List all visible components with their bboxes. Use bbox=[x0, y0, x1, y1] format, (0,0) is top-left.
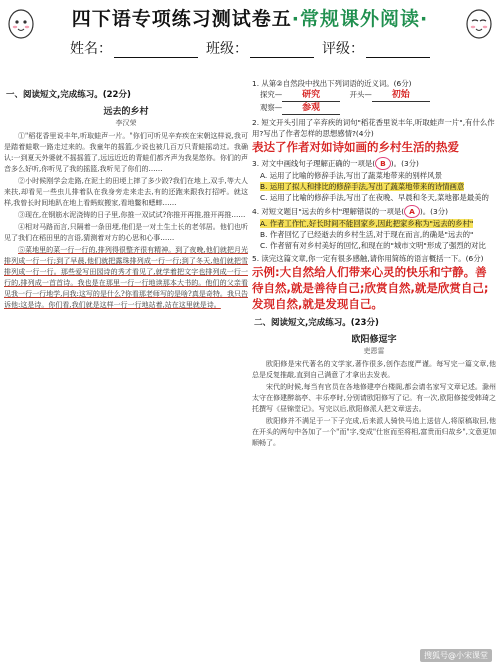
question-1-text: 1. 从第②自然段中找出下列词语的近义词。(6分) bbox=[252, 79, 412, 88]
q1-answer-field[interactable]: 参观 bbox=[282, 103, 340, 115]
question-2 bbox=[252, 117, 496, 155]
name-field[interactable] bbox=[114, 44, 198, 58]
q4-option-b[interactable]: B. 作者回忆了已经逝去的乡村生活,对于现在而言,的确是"远去的" bbox=[260, 230, 474, 239]
question-3-answer[interactable]: B bbox=[375, 157, 391, 170]
essay-paragraph-underlined: ⑤菜地里的菜一行一行的,排列得很整齐很有精神。到了夜晚,他们就把月光排列成一行一行;到了早晨,他们就把露珠排列成一行一行;到了冬天,他们就把雪排列成一行一行。那些爱写田园诗的秀才看见了,就学着把文字也排列成一行一行的,排列成一首首诗。我也是在那里一行一行地读那本大书的。他们的父亲看见我一行一行地学,问我:这写的是什么?你看那老师写的是啥?真是奇特。我只告诉他:这是诗。你们看,我们就是这样一行一行地站着,站在这里就是诗。 bbox=[4, 246, 248, 309]
essay-paragraph: ④相对马路而言,只隔着一条田埂,他们是一对土生土长的老邻居。他们也听见了我们在稻田里的言语,猜测着对方的心思和心事…… bbox=[4, 223, 248, 242]
essay-paragraph: ①"稻花香里说丰年,听取蛙声一片。"你们可听见辛弃疾在宋朝这样说,我可是踏着蛙歌一路走过来的。我童年的摇篮,少说也被几百万只青蛙摇动过。我确认:一到夏天外婆就不摇摇篮了,远远近近的青蛙们都齐声为我晃悠你。你们的声音多么好听,你听见了我的摇篮,我听见了你们的…… bbox=[4, 132, 248, 173]
page-header bbox=[0, 0, 500, 66]
question-3-text: 3. 对文中画线句子理解正确的一项是( B )。(3分) bbox=[252, 159, 419, 168]
right-column bbox=[252, 70, 496, 666]
q3-option-a[interactable]: A. 运用了比喻的修辞手法,写出了蔬菜地带来的别样风景 bbox=[260, 171, 442, 180]
essay-author: 李汉荣 bbox=[115, 119, 137, 127]
q1-answer-field[interactable]: 初始 bbox=[372, 90, 430, 102]
q1-word: 开头— bbox=[349, 90, 372, 99]
score-field[interactable] bbox=[366, 44, 430, 58]
q4-option-a[interactable]: A. 作者工作忙,好长时间不能回家乡,因此把家乡称为"远去的乡村" bbox=[260, 219, 474, 228]
question-4-text: 4. 对短文题目"远去的乡村"理解错误的一项是( A )。(3分) bbox=[252, 207, 448, 216]
left-column bbox=[4, 70, 248, 666]
essay-2-author: 吏恩雷 bbox=[363, 347, 385, 355]
essay-paragraph: ②小时候刚学会走路,在泥土的田埂上摔了多少跤?我们在地上,双手,等大人来扶,却看见一些虫儿排着队在我身旁走来走去,有的还跑来跟我打招呼。就这样,我曾长时间地趴在地上看蚂蚁搬家,看地鳖和蟋蟀…… bbox=[4, 177, 248, 207]
student-info-row bbox=[70, 38, 450, 58]
score-label: 评级： bbox=[322, 41, 364, 57]
watermark: 搜狐号@小宋课堂 bbox=[420, 649, 492, 662]
essay-2-title: 欧阳修逗字 bbox=[351, 335, 397, 345]
section-2-title: 二、阅读短文,完成练习。(23分) bbox=[254, 318, 379, 328]
q1-word: 探究— bbox=[260, 90, 283, 99]
question-3 bbox=[252, 157, 496, 203]
essay-paragraph: ③现在,在钢筋水泥浇铸的日子里,你推一双试试?你推开再推,推开再推…… bbox=[18, 211, 246, 219]
name-label: 姓名： bbox=[70, 41, 112, 57]
q4-option-c[interactable]: C. 作者留有对乡村美好的回忆,和现在的"城市文明"形成了强烈的对比 bbox=[260, 241, 486, 250]
essay-2-paragraph: 欧阳修是宋代著名的文学家,著作很多,创作态度严谨。每写完一篇文章,他总是反复推敲,直到自己满意了才拿出去发表。 bbox=[252, 360, 496, 379]
class-field[interactable] bbox=[250, 44, 314, 58]
question-1 bbox=[252, 78, 496, 115]
cartoon-face-icon bbox=[466, 6, 492, 40]
q1-answer-field[interactable]: 研究 bbox=[282, 90, 340, 102]
essay-title: 远去的乡村 bbox=[103, 107, 149, 117]
question-5-answer[interactable]: 示例:大自然给人们带来心灵的快乐和宁静。善待自然,就是善待自己;欣赏自然,就是欣赏自己;发现自然,就是发现自己。 bbox=[252, 265, 489, 311]
cartoon-face-icon bbox=[8, 6, 34, 40]
essay-2-paragraph: 宋代的时候,每当有官员在各地修建亭台楼阁,都会请名家写文章记述。滁州太守在修建醉翁亭、丰乐亭时,分别请欧阳修写了记。有一次,欧阳修接受韩琦之托撰写《昼锦堂记》。写完以后,欧阳修派人把文章送去。 bbox=[252, 383, 496, 413]
question-1-answers bbox=[252, 89, 496, 102]
question-2-answer[interactable]: 表达了作者对如诗如画的乡村生活的热爱 bbox=[252, 140, 459, 154]
section-1-title: 一、阅读短文,完成练习。(22分) bbox=[6, 90, 131, 100]
question-5-text: 5. 读完这篇文章,你一定有很多感触,请你用简练的语言概括一下。(6分) bbox=[252, 254, 484, 263]
page-title: 四下语专项练习测试卷五·常规课外阅读· bbox=[71, 8, 429, 30]
class-label: 班级： bbox=[206, 41, 248, 57]
essay-2-paragraph: 欧阳修并不满足于一下子完成,后来派人骑快马追上送信人,将原稿取回,他在开头的两句中各加了一个"而"字,变成"仕宦而至将相,富贵而归故乡",文意更加顺畅了。 bbox=[252, 417, 496, 447]
question-1-answers-row2 bbox=[252, 102, 496, 115]
question-2-text: 2. 短文开头引用了辛弃疾的词句"稻花香里说丰年,听取蛙声一片",有什么作用?写出了作者怎样的思想感情?(4分) bbox=[252, 118, 495, 138]
question-4-answer[interactable]: A bbox=[404, 205, 420, 218]
question-5 bbox=[252, 253, 496, 312]
question-4 bbox=[252, 205, 496, 251]
q3-option-b[interactable]: B. 运用了拟人和排比的修辞手法,写出了蔬菜地带来的诗情画意 bbox=[260, 182, 465, 191]
q1-word: 观察— bbox=[260, 103, 283, 112]
q3-option-c[interactable]: C. 运用了比喻的修辞手法,写出了在夜晚、早晨和冬天,菜地都是最美的 bbox=[260, 193, 489, 202]
